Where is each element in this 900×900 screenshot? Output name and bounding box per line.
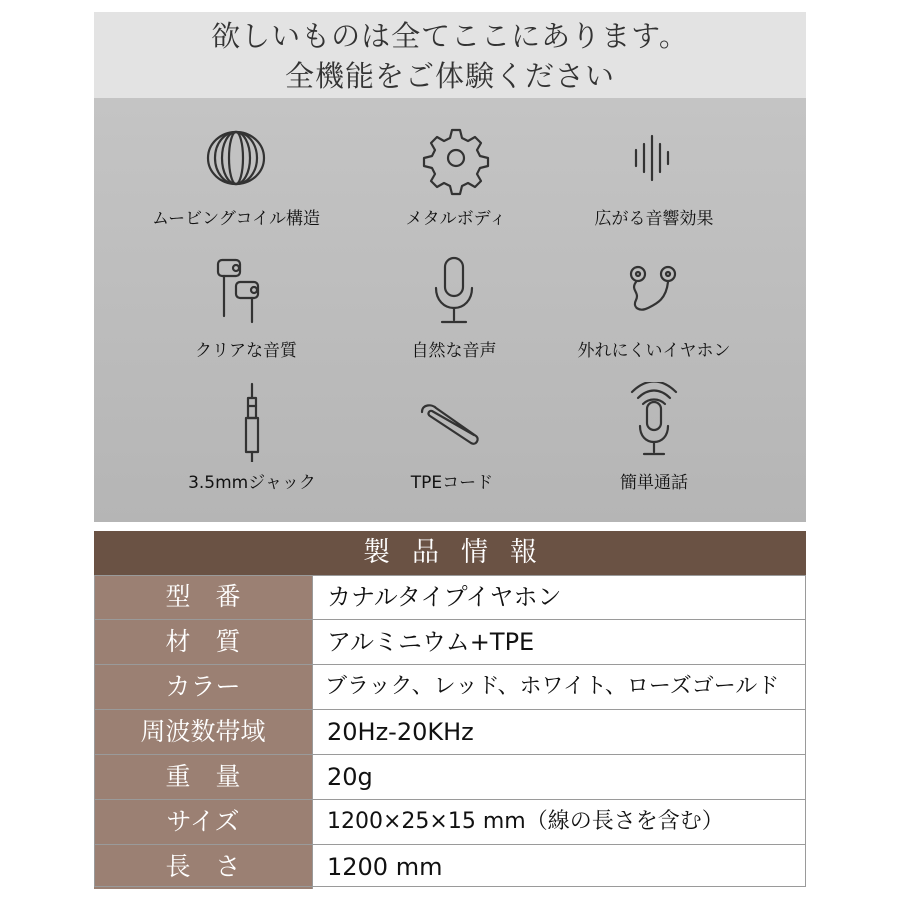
feature-label: 外れにくいイヤホン	[577, 341, 731, 361]
cable-icon	[412, 382, 492, 462]
spec-key: 型 番	[94, 575, 313, 619]
table-row	[94, 710, 806, 755]
feature-item	[352, 382, 552, 493]
spec-value: アルミニウム+TPE	[327, 628, 535, 656]
earbuds-icon	[206, 250, 286, 330]
spec-value: カナルタイプイヤホン	[327, 583, 562, 611]
feature-item	[554, 118, 754, 229]
feature-label: メタルボディ	[405, 209, 507, 229]
feature-item	[354, 250, 554, 361]
spec-key: サイズ	[94, 800, 313, 844]
table-row	[94, 575, 806, 620]
feature-label: 簡単通話	[620, 473, 688, 493]
microphone-icon	[414, 250, 494, 330]
header-line-1: 欲しいものは全てここにあります。	[211, 19, 689, 53]
gear-icon	[416, 118, 496, 198]
spec-value: 20Hz-20KHz	[327, 718, 474, 746]
spec-key: 重 量	[94, 755, 313, 799]
audio-jack-icon	[212, 382, 292, 462]
table-row	[94, 845, 806, 889]
feature-item	[554, 382, 754, 493]
earphone-cable-icon	[614, 250, 694, 330]
spec-value: 20g	[327, 763, 373, 791]
feature-item	[554, 250, 754, 361]
feature-label: TPEコード	[410, 473, 494, 493]
spec-key: 材 質	[94, 620, 313, 664]
feature-label: 広がる音響効果	[594, 209, 714, 229]
table-row	[94, 800, 806, 845]
table-row	[94, 620, 806, 665]
spec-key: 長 さ	[94, 845, 313, 889]
spec-table	[94, 575, 806, 889]
feature-item	[356, 118, 556, 229]
promo-header	[94, 12, 806, 98]
feature-item	[146, 250, 346, 361]
feature-label: 3.5mmジャック	[188, 473, 316, 493]
spec-value: ブラック、レッド、ホワイト、ローズゴールド	[325, 674, 780, 699]
table-row	[94, 755, 806, 800]
features-panel	[94, 98, 806, 522]
feature-label: ムービングコイル構造	[152, 209, 320, 229]
spec-key: 周波数帯域	[94, 710, 313, 754]
spec-value: 1200×25×15 mm（線の長さを含む）	[327, 809, 724, 834]
spec-title: 製品情報	[94, 531, 806, 575]
broadcast-mic-icon	[614, 382, 694, 462]
feature-label: 自然な音声	[411, 341, 497, 361]
spec-key: カラー	[94, 665, 313, 709]
feature-label: クリアな音質	[195, 341, 297, 361]
spec-value: 1200 mm	[327, 853, 443, 881]
table-row	[94, 665, 806, 710]
header-line-2: 全機能をご体験ください	[284, 59, 615, 93]
sound-wave-icon	[614, 118, 694, 198]
coil-icon	[196, 118, 276, 198]
feature-item	[136, 118, 336, 229]
feature-item	[152, 382, 352, 493]
